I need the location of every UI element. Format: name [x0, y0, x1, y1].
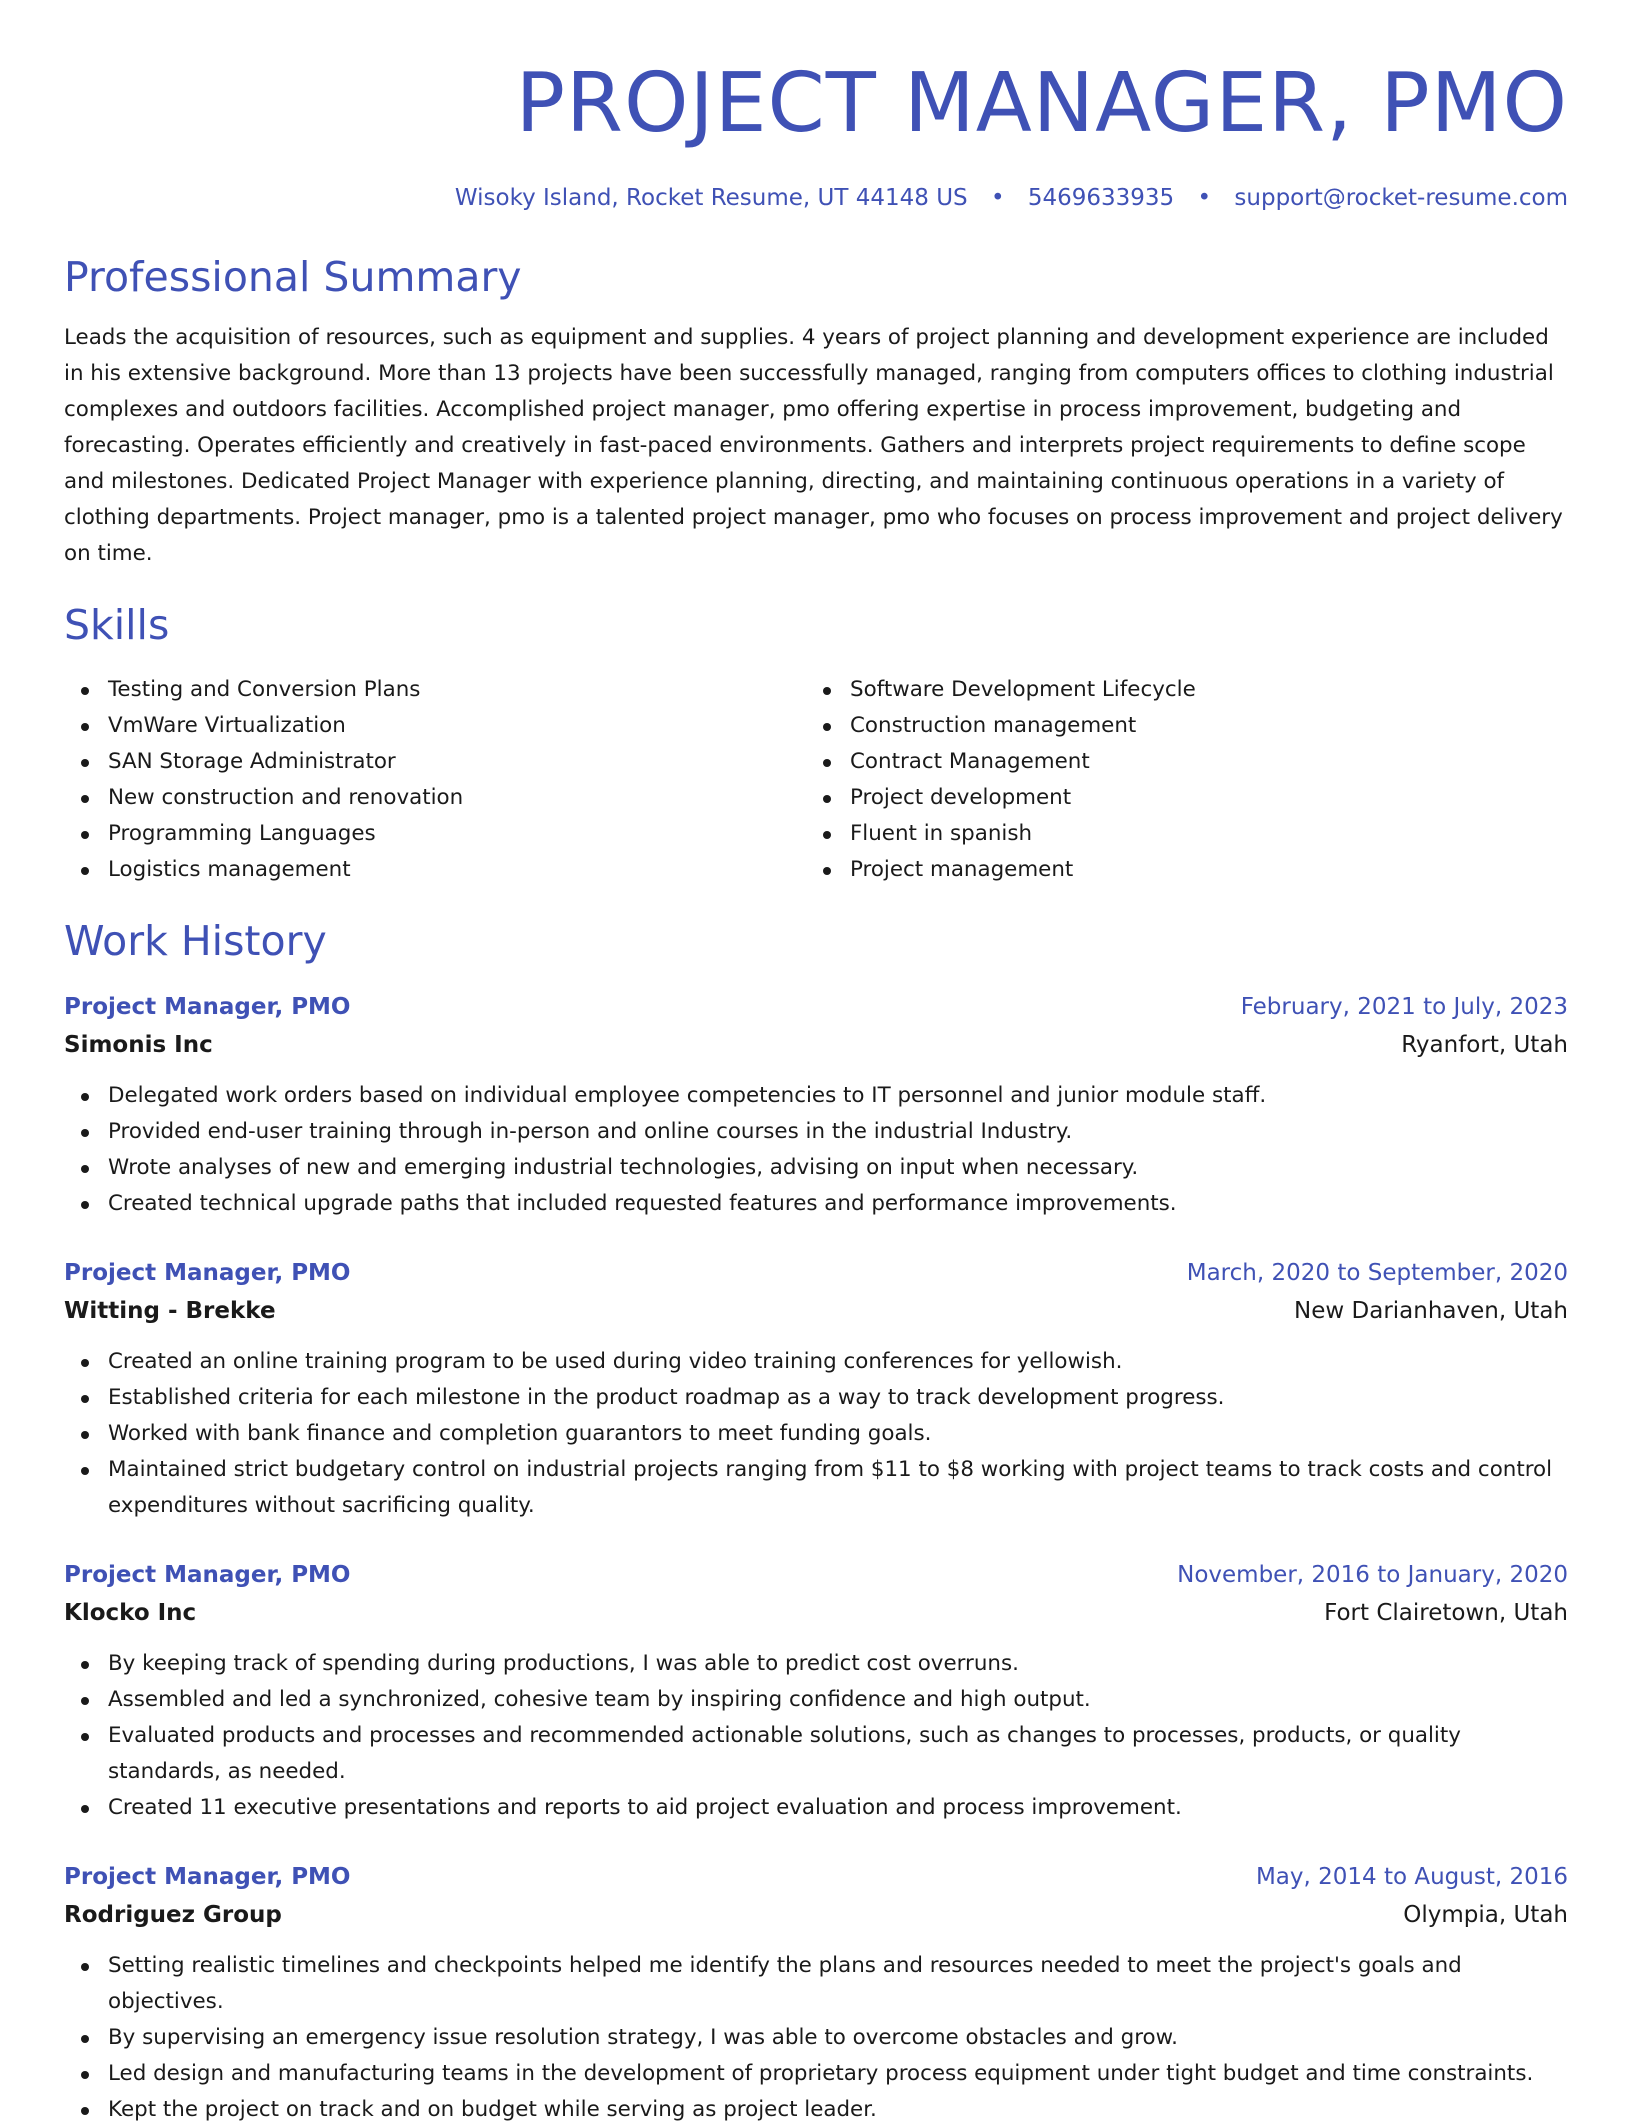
job-bullet: Assembled and led a synchronized, cohesive team by inspiring confidence and high output. [64, 1682, 1568, 1718]
skill-item: Project management [806, 852, 1548, 888]
job-dates: May, 2014 to August, 2016 [1255, 1864, 1568, 1890]
contact-phone: 5469633935 [1027, 185, 1175, 211]
skill-item: SAN Storage Administrator [64, 744, 806, 780]
job-bullets [64, 1646, 1568, 1826]
job-location: Ryanfort, Utah [1401, 1032, 1568, 1058]
company-name: Klocko Inc [64, 1600, 197, 1626]
job-bullet: Established criteria for each milestone in the product roadmap as a way to track development progress. [64, 1380, 1568, 1416]
skill-item: Software Development Lifecycle [806, 672, 1548, 708]
job-location: Fort Clairetown, Utah [1324, 1600, 1568, 1626]
skill-item: Project development [806, 780, 1548, 816]
company-name: Witting - Brekke [64, 1298, 276, 1324]
job-bullet: Worked with bank finance and completion guarantors to meet funding goals. [64, 1416, 1568, 1452]
job-bullet: Wrote analyses of new and emerging industrial technologies, advising on input when necessary. [64, 1150, 1568, 1186]
skill-item: New construction and renovation [64, 780, 806, 816]
job-bullets [64, 1078, 1568, 1222]
resume-header [64, 56, 1568, 214]
skill-item: Logistics management [64, 852, 806, 888]
job-bullet: By supervising an emergency issue resolution strategy, I was able to overcome obstacles and grow. [64, 2020, 1568, 2056]
job-entry [64, 1858, 1568, 2128]
skill-item: Contract Management [806, 744, 1548, 780]
job-bullet: Setting realistic timelines and checkpoints helped me identify the plans and resources needed to meet the project's goals and objectives. [64, 1948, 1568, 2020]
job-entry [64, 1254, 1568, 1524]
job-location: Olympia, Utah [1403, 1902, 1568, 1928]
skill-item: Fluent in spanish [806, 816, 1548, 852]
job-title: Project Manager, PMO [64, 1260, 351, 1286]
job-bullets [64, 1948, 1568, 2128]
contact-separator: • [990, 185, 1005, 211]
job-bullet: Created an online training program to be used during video training conferences for yellowish. [64, 1344, 1568, 1380]
resume-page [64, 0, 1568, 2128]
skill-item: Construction management [806, 708, 1548, 744]
skills-heading: Skills [64, 601, 170, 649]
job-entry [64, 988, 1568, 1222]
job-title: Project Manager, PMO [64, 1864, 351, 1890]
work-history-heading: Work History [64, 917, 327, 965]
job-bullet: Created 11 executive presentations and reports to aid project evaluation and process improvement. [64, 1790, 1568, 1826]
job-bullet: By keeping track of spending during productions, I was able to predict cost overruns. [64, 1646, 1568, 1682]
job-bullet: Maintained strict budgetary control on industrial projects ranging from $11 to $8 working with project teams to track costs and control expenditures without sacrificing quality. [64, 1452, 1568, 1524]
summary-heading: Professional Summary [64, 253, 522, 301]
contact-separator: • [1197, 185, 1212, 211]
job-bullet: Provided end-user training through in-person and online courses in the industrial Industry. [64, 1114, 1568, 1150]
job-title: Project Manager, PMO [64, 994, 351, 1020]
job-location: New Darianhaven, Utah [1294, 1298, 1568, 1324]
skill-item: Testing and Conversion Plans [64, 672, 806, 708]
job-bullet: Led design and manufacturing teams in the development of proprietary process equipment under tight budget and time constraints. [64, 2056, 1568, 2092]
skill-item: VmWare Virtualization [64, 708, 806, 744]
skills-column-left [64, 672, 806, 888]
job-dates: March, 2020 to September, 2020 [1186, 1260, 1568, 1286]
company-name: Rodriguez Group [64, 1902, 282, 1928]
job-bullet: Delegated work orders based on individual employee competencies to IT personnel and junior module staff. [64, 1078, 1568, 1114]
job-bullet: Created technical upgrade paths that included requested features and performance improvements. [64, 1186, 1568, 1222]
job-bullet: Evaluated products and processes and recommended actionable solutions, such as changes to processes, products, or quality standards, as needed. [64, 1718, 1568, 1790]
contact-email: support@rocket-resume.com [1234, 185, 1568, 211]
candidate-name: PROJECT MANAGER, PMO [515, 56, 1568, 151]
job-dates: February, 2021 to July, 2023 [1240, 994, 1568, 1020]
summary-text: Leads the acquisition of resources, such as equipment and supplies. 4 years of project planning and development experience are included in his extensive background. More than 13 projects have been successfully managed, ranging from computers offices to clothing industrial complexes and outdoors facilities. Accomplished project manager, pmo offering expertise in process improvement, budgeting and forecasting. Operates efficiently and creatively in fast-paced environments. Gathers and interprets project requirements to define scope and milestones. Dedicated Project Manager with experience planning, directing, and maintaining continuous operations in a variety of clothing departments. Project manager, pmo is a talented project manager, pmo who focuses on process improvement and project delivery on time. [64, 325, 1563, 566]
skill-item: Programming Languages [64, 816, 806, 852]
job-entry [64, 1556, 1568, 1826]
contact-line [64, 182, 1568, 214]
job-bullet: Kept the project on track and on budget while serving as project leader. [64, 2092, 1568, 2128]
skills-column-right [806, 672, 1548, 888]
job-dates: November, 2016 to January, 2020 [1177, 1562, 1568, 1588]
job-bullets [64, 1344, 1568, 1524]
skills-list [64, 672, 1568, 888]
company-name: Simonis Inc [64, 1032, 213, 1058]
contact-address: Wisoky Island, Rocket Resume, UT 44148 US [454, 185, 968, 211]
job-title: Project Manager, PMO [64, 1562, 351, 1588]
